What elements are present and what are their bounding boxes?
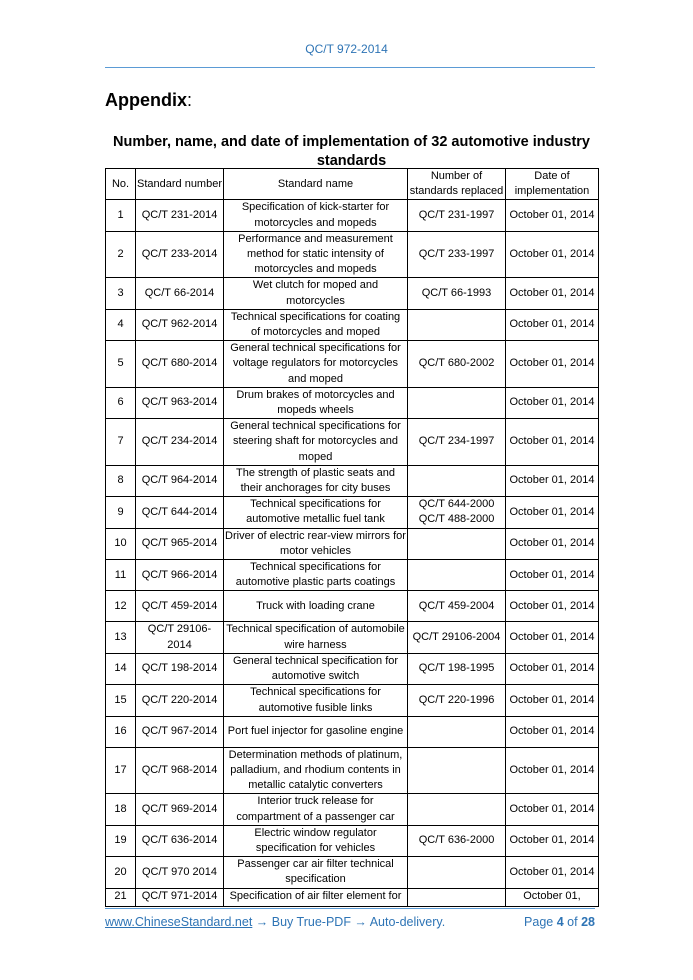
cell-implementation-date: October 01, 2014 [506,231,599,278]
cell-implementation-date: October 01, 2014 [506,465,599,496]
cell-standard-name: Truck with loading crane [224,591,408,622]
table-row [106,231,599,278]
cell-standard-number: QC/T 966-2014 [136,560,224,591]
cell-replaced-standards: QC/T 644-2000 QC/T 488-2000 [408,497,506,528]
header-replaced-standards: Number of standards replaced [408,169,506,200]
cell-standard-name: Performance and measurement method for static intensity of motorcycles and mopeds [224,231,408,278]
table-row [106,622,599,653]
cell-implementation-date: October 01, 2014 [506,747,599,794]
table-row [106,387,599,418]
cell-implementation-date: October 01, 2014 [506,857,599,888]
cell-standard-name: Specification of kick-starter for motorcycles and mopeds [224,200,408,231]
table-row [106,560,599,591]
cell-standard-number: QC/T 66-2014 [136,278,224,309]
cell-implementation-date: October 01, 2014 [506,341,599,388]
table-row [106,888,599,906]
arrow-icon: → [252,915,272,929]
cell-no: 4 [106,309,136,340]
table-row [106,825,599,856]
header-implementation-date: Date of implementation [506,169,599,200]
header-no: No. [106,169,136,200]
footer-url[interactable]: www.ChineseStandard.net [105,915,253,929]
cell-standard-number: QC/T 220-2014 [136,685,224,716]
header-standard-number: Standard number [136,169,224,200]
cell-no: 9 [106,497,136,528]
table-title: Number, name, and date of implementation of 32 automotive industry standards [113,134,590,169]
cell-replaced-standards [408,387,506,418]
cell-standard-number: QC/T 198-2014 [136,653,224,684]
cell-standard-name: Technical specifications for automotive plastic parts coatings [224,560,408,591]
cell-standard-name: Electric window regulator specification for vehicles [224,825,408,856]
cell-implementation-date: October 01, 2014 [506,419,599,466]
cell-implementation-date: October 01, 2014 [506,716,599,747]
cell-implementation-date: October 01, 2014 [506,200,599,231]
cell-standard-number: QC/T 644-2014 [136,497,224,528]
cell-replaced-standards: QC/T 233-1997 [408,231,506,278]
cell-no: 8 [106,465,136,496]
table-row [106,465,599,496]
cell-replaced-standards [408,465,506,496]
cell-no: 17 [106,747,136,794]
cell-no: 3 [106,278,136,309]
cell-standard-number: QC/T 963-2014 [136,387,224,418]
cell-standard-number: QC/T 231-2014 [136,200,224,231]
cell-standard-number: QC/T 29106-2014 [136,622,224,653]
cell-standard-number: QC/T 965-2014 [136,528,224,559]
cell-standard-number: QC/T 962-2014 [136,309,224,340]
cell-no: 21 [106,888,136,906]
cell-implementation-date: October 01, 2014 [506,278,599,309]
cell-no: 11 [106,560,136,591]
cell-standard-number: QC/T 680-2014 [136,341,224,388]
cell-no: 19 [106,825,136,856]
table-row [106,419,599,466]
cell-no: 16 [106,716,136,747]
cell-no: 5 [106,341,136,388]
table-row [106,528,599,559]
cell-standard-number: QC/T 970 2014 [136,857,224,888]
cell-standard-name: Technical specification of automobile wire harness [224,622,408,653]
cell-standard-number: QC/T 459-2014 [136,591,224,622]
arrow-icon: → [350,915,370,929]
cell-implementation-date: October 01, 2014 [506,825,599,856]
cell-standard-number: QC/T 969-2014 [136,794,224,825]
cell-replaced-standards [408,794,506,825]
table-row [106,653,599,684]
table-row [106,794,599,825]
cell-implementation-date: October 01, [506,888,599,906]
cell-standard-name: The strength of plastic seats and their anchorages for city buses [224,465,408,496]
cell-replaced-standards: QC/T 636-2000 [408,825,506,856]
header-standard-name: Standard name [224,169,408,200]
cell-implementation-date: October 01, 2014 [506,528,599,559]
cell-no: 20 [106,857,136,888]
cell-implementation-date: October 01, 2014 [506,497,599,528]
cell-implementation-date: October 01, 2014 [506,653,599,684]
cell-standard-number: QC/T 971-2014 [136,888,224,906]
cell-replaced-standards [408,309,506,340]
cell-standard-number: QC/T 967-2014 [136,716,224,747]
cell-replaced-standards: QC/T 220-1996 [408,685,506,716]
cell-replaced-standards: QC/T 66-1993 [408,278,506,309]
cell-standard-name: Wet clutch for moped and motorcycles [224,278,408,309]
cell-replaced-standards [408,528,506,559]
cell-implementation-date: October 01, 2014 [506,685,599,716]
cell-implementation-date: October 01, 2014 [506,387,599,418]
cell-no: 12 [106,591,136,622]
cell-standard-number: QC/T 968-2014 [136,747,224,794]
cell-standard-number: QC/T 964-2014 [136,465,224,496]
table-row [106,716,599,747]
page-indicator [524,915,595,929]
appendix-colon: : [187,90,193,110]
page-number: 4 [556,915,564,929]
cell-no: 15 [106,685,136,716]
cell-no: 2 [106,231,136,278]
cell-no: 14 [106,653,136,684]
cell-implementation-date: October 01, 2014 [506,309,599,340]
cell-replaced-standards: QC/T 234-1997 [408,419,506,466]
table-row [106,278,599,309]
cell-standard-name: Determination methods of platinum, palladium, and rhodium contents in metallic catalytic converters [224,747,408,794]
cell-no: 13 [106,622,136,653]
header-divider [105,67,595,68]
cell-implementation-date: October 01, 2014 [506,794,599,825]
cell-standard-name: Specification of air filter element for [224,888,408,906]
cell-standard-name: Technical specifications for automotive metallic fuel tank [224,497,408,528]
cell-replaced-standards: QC/T 29106-2004 [408,622,506,653]
cell-replaced-standards [408,857,506,888]
table-row [106,309,599,340]
cell-no: 18 [106,794,136,825]
cell-standard-name: Interior truck release for compartment of a passenger car [224,794,408,825]
footer-buy-text: Buy True-PDF [271,915,351,929]
appendix-heading [105,90,192,111]
cell-no: 7 [106,419,136,466]
cell-standard-name: General technical specification for automotive switch [224,653,408,684]
page-total: 28 [581,915,595,929]
cell-replaced-standards [408,716,506,747]
of-label: of [567,915,578,929]
footer-delivery-text: Auto-delivery. [369,915,446,929]
standards-table [105,168,599,907]
cell-standard-name: Port fuel injector for gasoline engine [224,716,408,747]
cell-implementation-date: October 01, 2014 [506,560,599,591]
cell-standard-name: General technical specifications for voltage regulators for motorcycles and moped [224,341,408,388]
cell-replaced-standards [408,747,506,794]
table-row [106,685,599,716]
table-row [106,747,599,794]
table-row [106,497,599,528]
cell-implementation-date: October 01, 2014 [506,591,599,622]
cell-no: 10 [106,528,136,559]
cell-standard-name: Drum brakes of motorcycles and mopeds wheels [224,387,408,418]
table-row [106,591,599,622]
cell-standard-name: General technical specifications for steering shaft for motorcycles and moped [224,419,408,466]
header-standard-code: QC/T 972-2014 [305,42,388,56]
cell-no: 1 [106,200,136,231]
table-row [106,341,599,388]
table-row [106,857,599,888]
table-row [106,200,599,231]
page-label: Page [524,915,554,929]
cell-replaced-standards: QC/T 680-2002 [408,341,506,388]
cell-replaced-standards [408,888,506,906]
cell-standard-name: Passenger car air filter technical specification [224,857,408,888]
cell-replaced-standards [408,560,506,591]
table-header-row [106,169,599,200]
cell-replaced-standards: QC/T 231-1997 [408,200,506,231]
cell-replaced-standards: QC/T 198-1995 [408,653,506,684]
cell-standard-number: QC/T 233-2014 [136,231,224,278]
cell-replaced-standards: QC/T 459-2004 [408,591,506,622]
cell-standard-name: Driver of electric rear-view mirrors for motor vehicles [224,528,408,559]
footer-divider [105,908,595,909]
cell-standard-name: Technical specifications for coating of motorcycles and moped [224,309,408,340]
cell-no: 6 [106,387,136,418]
appendix-label: Appendix [105,90,188,110]
cell-implementation-date: October 01, 2014 [506,622,599,653]
cell-standard-number: QC/T 636-2014 [136,825,224,856]
cell-standard-number: QC/T 234-2014 [136,419,224,466]
cell-standard-name: Technical specifications for automotive fusible links [224,685,408,716]
footer-store-link[interactable] [105,915,445,929]
